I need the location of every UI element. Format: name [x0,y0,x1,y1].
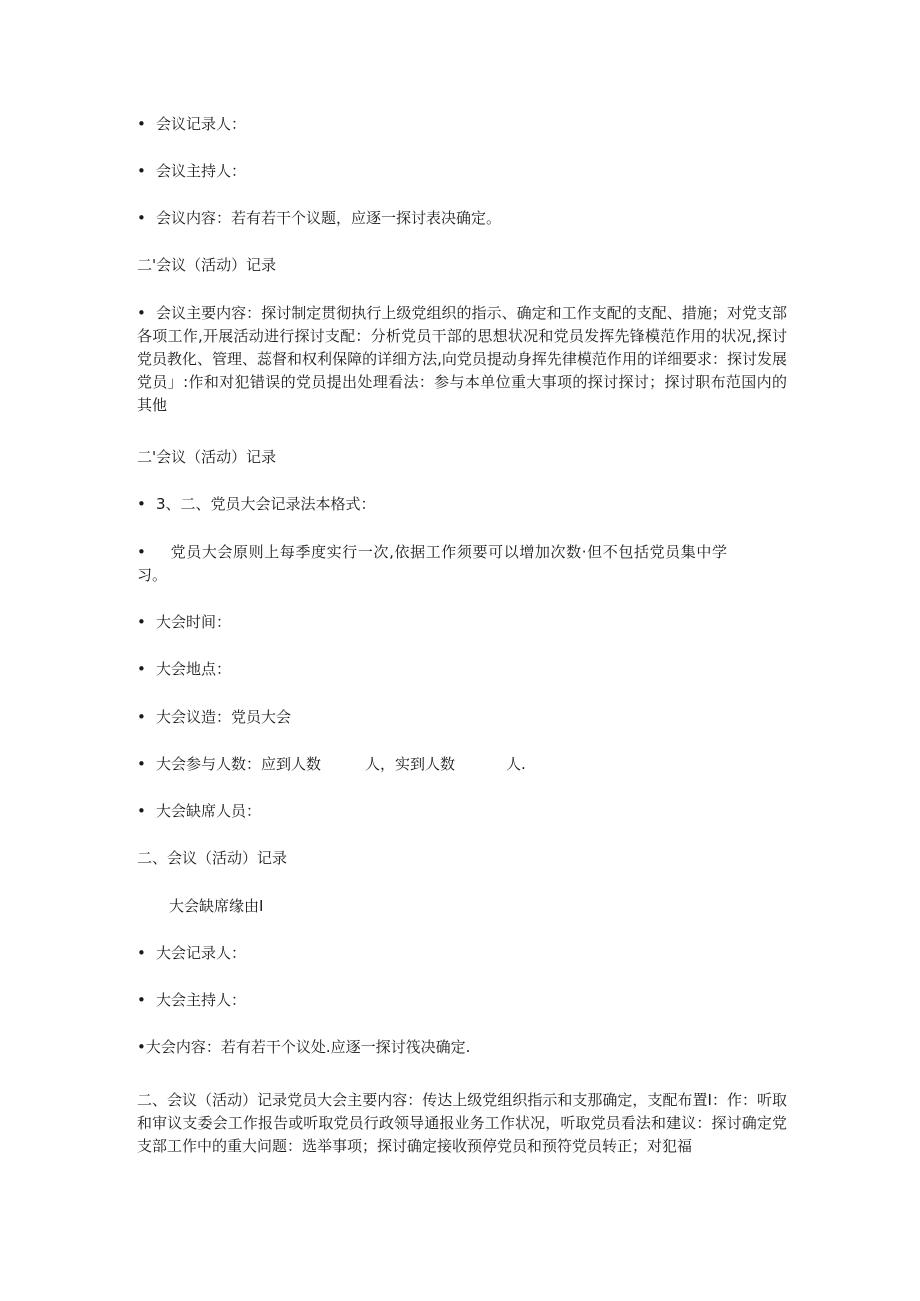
time-label: 大会时间： [156,613,232,631]
absent-label: 大会缺席人员： [156,802,262,820]
recorder-line [137,113,787,136]
main-content-paragraph [137,302,787,417]
bullet: • [137,944,146,962]
content-line [137,207,787,230]
attendance-unit: 人. [506,755,526,773]
attendance-line [137,753,787,776]
bullet: • [137,495,146,513]
bullet: • [137,162,146,180]
bullet: • [137,543,146,561]
bullet: • [137,708,146,726]
format-title-text: 3、二、党员大会记录法本格式： [156,495,376,513]
bullet: • [137,660,146,678]
final-paragraph: 二、会议（活动）记录党员大会主要内容：传达上级党组织指示和支那确定，支配布置I：作：听取和审议支委会工作报告或听取党员行政领导通报业务工作状况，听取党员看法和建议：探讨确定党支部工作中的重大问题：选举事项；探讨确定接收预停党员和预符党员转正；对犯福 [137,1091,787,1155]
absent-line [137,800,787,823]
meeting-content-line: •大会内容：若有若干个议处.应逐一探讨筏决确定. [137,1038,471,1056]
bullet: • [137,209,146,227]
bullet: • [137,802,146,820]
bullet: • [137,991,146,1009]
meeting-recorder-line [137,942,787,965]
time-line [137,611,787,634]
host-label: 会议主持人： [156,162,247,180]
main-content-text: 会议主要内容：探讨制定贯彻执行上级党组织的指示、确定和工作支配的支配、措施；对党支部各项工作,开展活动进行探讨支配：分析党员干部的思想状况和党员发挥先锋模范作用的状况,探讨党员教化、管理、蕊督和权利保障的详细方法,向党员提动身挥先律模范作用的详细要求：探讨发展党员」:作和对犯错误的党员提出处理看法：参与本单位重大事项的探讨探讨；探讨职布范国内的其他 [137,304,787,414]
meeting-host-line [137,989,787,1012]
section-heading: 二、会议（活动）记录 [137,849,288,867]
bullet: • [137,755,146,773]
bullet: • [137,613,146,631]
bullet: • [137,115,146,133]
principle-paragraph [137,541,727,587]
meeting-host-label: 大会主持人： [156,991,247,1009]
bullet: • [137,304,146,322]
meeting-recorder-label: 大会记录人： [156,944,247,962]
principle-text: 党员大会原则上每季度实行一次,依据工作须要可以增加次数·但不包括党员集中学习。 [137,543,727,584]
absent-reason-line: 大会缺席缘由I [169,897,264,915]
attendance-expected-label: 大会参与人数：应到人数 [156,755,322,773]
agenda-line [137,706,787,729]
place-label: 大会地点： [156,660,232,678]
recorder-label: 会议记录人： [156,115,247,133]
content-text: 会议内容：若有若干个议题，应逐一探讨表决确定。 [156,209,502,227]
format-title-line [137,493,787,516]
section-heading: 二'会议（活动）记录 [137,256,277,274]
agenda-text: 大会议造：党员大会 [156,708,292,726]
place-line [137,658,787,681]
attendance-actual-label: 人，实到人数 [365,755,456,773]
section-heading: 二'会议（活动）记录 [137,448,277,466]
host-line [137,160,787,183]
